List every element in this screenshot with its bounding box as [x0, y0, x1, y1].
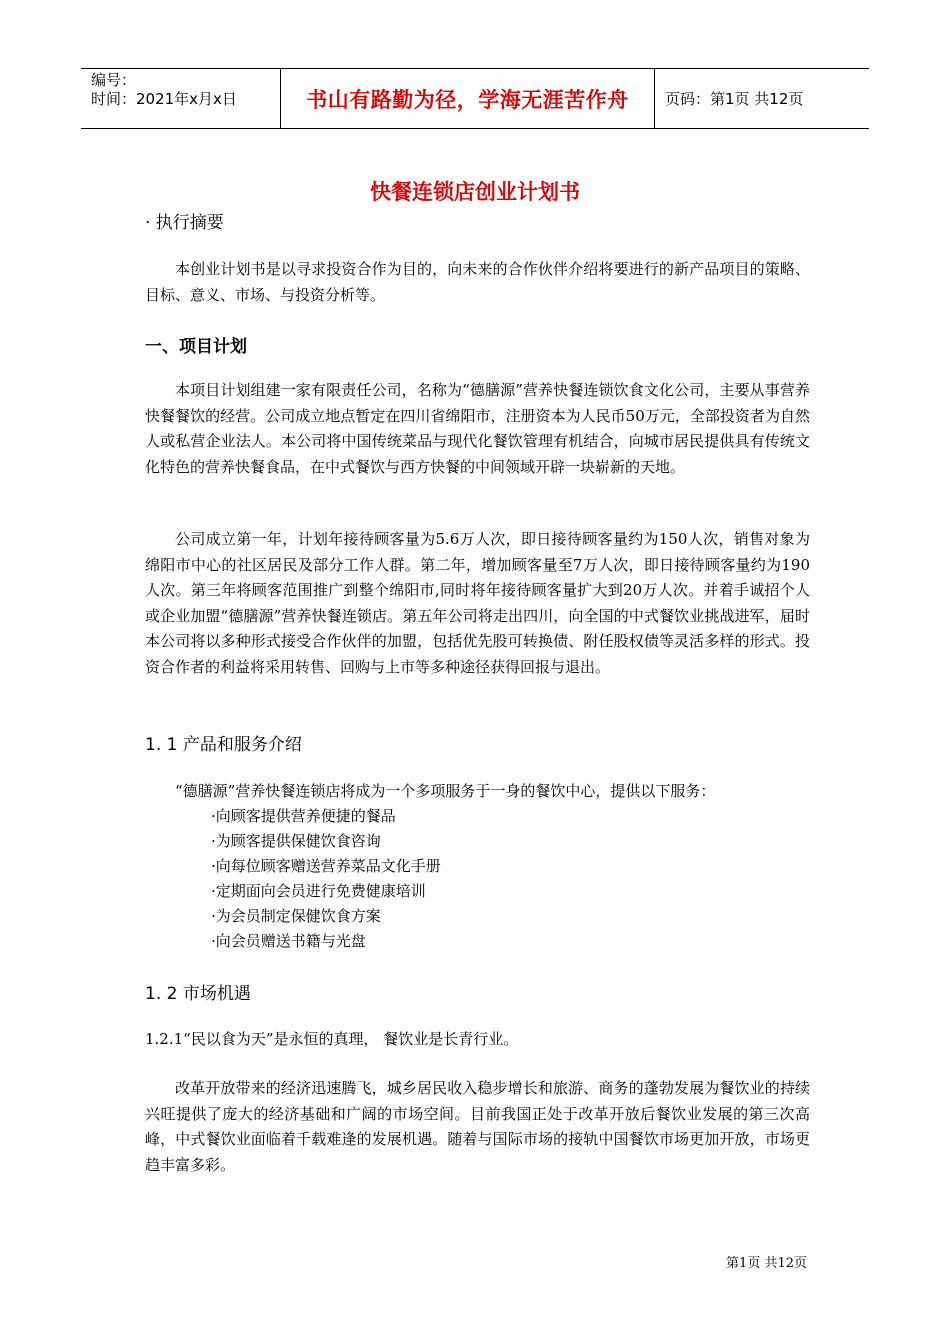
exec-summary-body: 本创业计划书是以寻求投资合作为目的，向未来的合作伙伴介绍将要进行的新产品项目的策略、目标、意义、市场、与投资分析等。	[145, 260, 810, 304]
section1-2-1-heading: 1.2.1“民以食为天”是永恒的真理， 餐饮业是长青行业。	[145, 1030, 519, 1048]
list-item: ·向每位顾客赠送营养菜品文化手册	[211, 857, 441, 875]
header-page-cell	[655, 69, 869, 128]
section1-2-paragraph: 改革开放带来的经济迅速腾飞，城乡居民收入稳步增长和旅游、商务的蓬勃发展为餐饮业的持续兴旺提供了庞大的经济基础和广阔的市场空间。目前我国正处于改革开放后餐饮业发展的第三次高峰，中式餐饮业面临着千载难逢的发展机遇。随着与国际市场的接轨中国餐饮市场更加开放，市场更趋丰富多彩。	[145, 1079, 810, 1174]
document-number-label: 编号：	[91, 71, 137, 89]
list-item: ·为会员制定保健饮食方案	[211, 907, 381, 925]
section1-heading: 一、项目计划	[145, 337, 247, 357]
header-page-label: 页码：第1页 共12页	[665, 90, 804, 108]
section1-1-heading: 1. 1 产品和服务介绍	[145, 735, 302, 755]
header-motto: 书山有路勤为径，学海无涯苦作舟	[306, 87, 629, 112]
service-list	[211, 804, 441, 954]
list-item: ·为顾客提供保健饮食咨询	[211, 832, 381, 850]
page-header	[81, 68, 869, 129]
section1-paragraph-1: 本项目计划组建一家有限责任公司，名称为“德膳源”营养快餐连锁饮食文化公司，主要从事营养快餐餐饮的经营。公司成立地点暂定在四川省绵阳市，注册资本为人民币50万元，全部投资者为自然人或私营企业法人。本公司将中国传统菜品与现代化餐饮管理有机结合，向城市居民提供具有传统文化特色的营养快餐食品，在中式餐饮与西方快餐的中间领域开辟一块崭新的天地。	[145, 381, 810, 476]
section1-paragraph-2: 公司成立第一年，计划年接待顾客量为5.6万人次，即日接待顾客量约为150人次，销售对象为绵阳市中心的社区居民及部分工作人群。第二年，增加顾客量至7万人次，即日接待顾客量约为190人次。第三年将顾客范围推广到整个绵阳市,同时将年接待顾客量扩大到20万人次。并着手诚招个人或企业加盟“德膳源”营养快餐连锁店。第五年公司将走出四川，向全国的中式餐饮业挑战进军，届时本公司将以多种形式接受合作伙伴的加盟，包括优先股可转换债、附任股权债等灵活多样的形式。投资合作者的利益将采用转售、回购与上市等多种途径获得回报与退出。	[145, 530, 810, 676]
document-title: 快餐连锁店创业计划书	[370, 180, 580, 204]
document-date-label: 时间：2021年x月x日	[91, 90, 237, 108]
section1-1-intro: “德膳源”营养快餐连锁店将成为一个多项服务于一身的餐饮中心，提供以下服务：	[175, 782, 716, 800]
header-meta-cell	[81, 69, 281, 128]
list-item: ·向会员赠送书籍与光盘	[211, 932, 366, 950]
list-item: ·定期面向会员进行免费健康培训	[211, 882, 426, 900]
list-item: ·向顾客提供营养便捷的餐品	[211, 807, 396, 825]
section1-2-heading: 1. 2 市场机遇	[145, 984, 251, 1004]
exec-summary-heading: · 执行摘要	[145, 213, 224, 233]
header-motto-cell	[281, 69, 655, 128]
page-footer: 第1页 共12页	[726, 1256, 807, 1271]
